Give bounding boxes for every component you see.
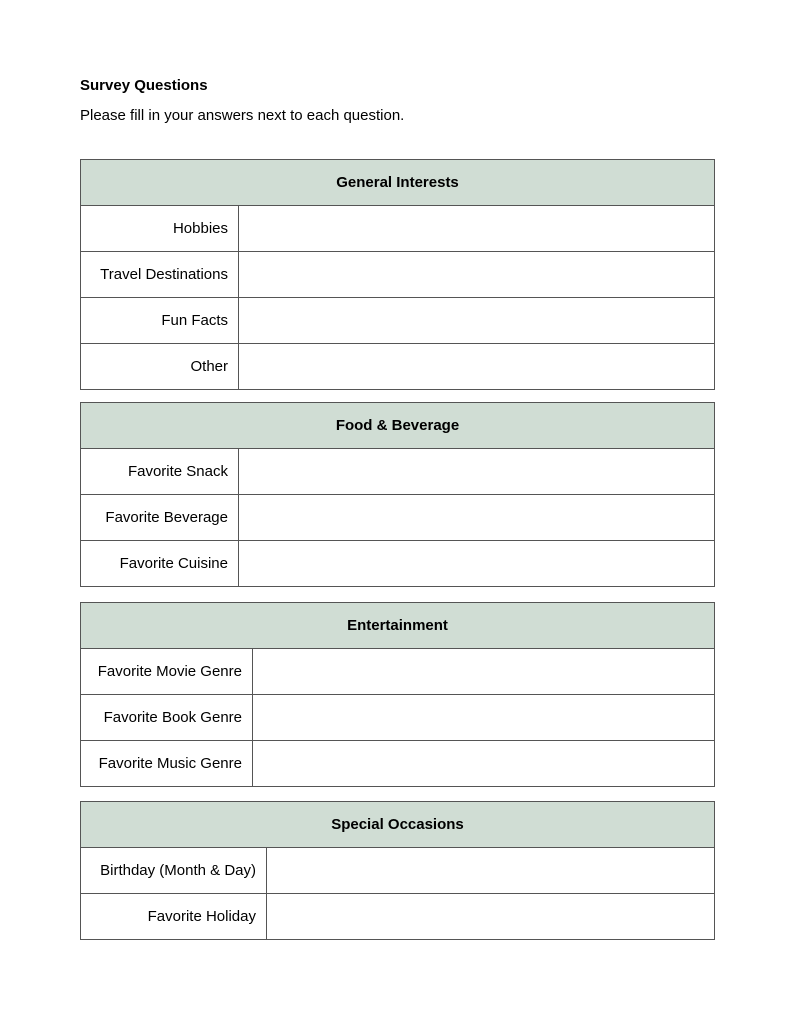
question-row <box>81 894 715 940</box>
section-food-beverage <box>80 402 715 587</box>
answer-cell[interactable] <box>239 298 715 344</box>
answer-cell[interactable] <box>239 495 715 541</box>
page-title: Survey Questions <box>80 77 208 94</box>
favorite-book-genre-answer-field[interactable] <box>253 695 714 740</box>
question-row <box>81 695 715 741</box>
question-row <box>81 344 715 390</box>
question-row <box>81 649 715 695</box>
answer-cell[interactable] <box>253 741 715 787</box>
question-row <box>81 495 715 541</box>
answer-cell[interactable] <box>239 541 715 587</box>
favorite-snack-answer-field[interactable] <box>239 449 714 494</box>
favorite-music-genre-answer-field[interactable] <box>253 741 714 786</box>
section-heading: General Interests <box>81 160 715 206</box>
section-heading: Entertainment <box>81 603 715 649</box>
question-label: Hobbies <box>81 206 239 252</box>
favorite-beverage-answer-field[interactable] <box>239 495 714 540</box>
question-label: Favorite Snack <box>81 449 239 495</box>
section-special-occasions <box>80 801 715 940</box>
favorite-movie-genre-answer-field[interactable] <box>253 649 714 694</box>
question-label: Other <box>81 344 239 390</box>
answer-cell[interactable] <box>239 252 715 298</box>
fun-facts-answer-field[interactable] <box>239 298 714 343</box>
answer-cell[interactable] <box>253 695 715 741</box>
answer-cell[interactable] <box>239 206 715 252</box>
birthday-answer-field[interactable] <box>267 848 714 893</box>
question-label: Birthday (Month & Day) <box>81 848 267 894</box>
section-general-interests <box>80 159 715 390</box>
answer-cell[interactable] <box>239 449 715 495</box>
other-answer-field[interactable] <box>239 344 714 389</box>
answer-cell[interactable] <box>253 649 715 695</box>
favorite-cuisine-answer-field[interactable] <box>239 541 714 586</box>
answer-cell[interactable] <box>267 848 715 894</box>
question-label: Favorite Cuisine <box>81 541 239 587</box>
question-label: Favorite Movie Genre <box>81 649 253 695</box>
question-row <box>81 449 715 495</box>
section-heading: Special Occasions <box>81 802 715 848</box>
question-row <box>81 848 715 894</box>
section-heading: Food & Beverage <box>81 403 715 449</box>
section-entertainment <box>80 602 715 787</box>
question-row <box>81 298 715 344</box>
question-label: Favorite Holiday <box>81 894 267 940</box>
hobbies-answer-field[interactable] <box>239 206 714 251</box>
instructions-text: Please fill in your answers next to each question. <box>80 107 405 124</box>
question-label: Fun Facts <box>81 298 239 344</box>
answer-cell[interactable] <box>267 894 715 940</box>
question-label: Favorite Book Genre <box>81 695 253 741</box>
question-label: Favorite Beverage <box>81 495 239 541</box>
favorite-holiday-answer-field[interactable] <box>267 894 714 939</box>
question-label: Favorite Music Genre <box>81 741 253 787</box>
answer-cell[interactable] <box>239 344 715 390</box>
question-label: Travel Destinations <box>81 252 239 298</box>
question-row <box>81 541 715 587</box>
question-row <box>81 206 715 252</box>
travel-destinations-answer-field[interactable] <box>239 252 714 297</box>
question-row <box>81 741 715 787</box>
question-row <box>81 252 715 298</box>
